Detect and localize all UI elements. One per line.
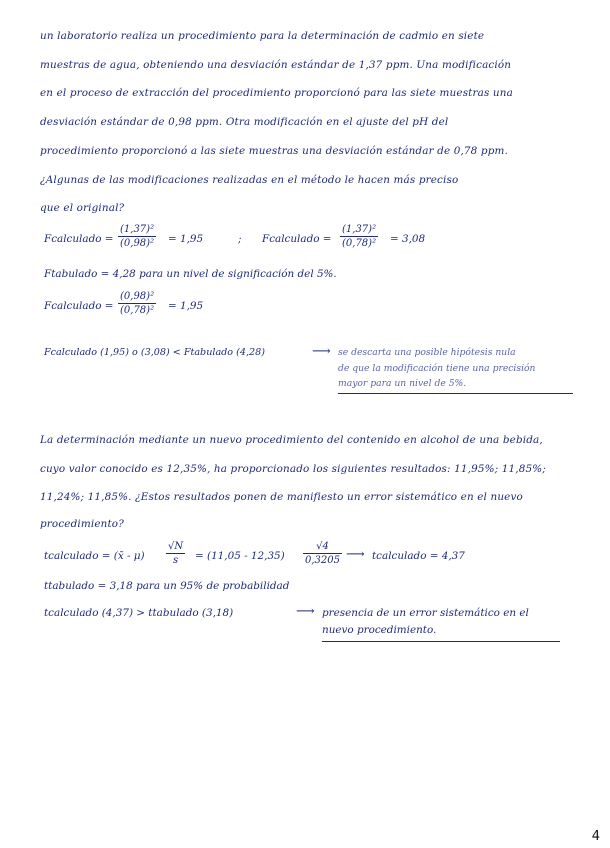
fraction-denominator: 0,3205	[305, 555, 340, 566]
arrow-icon: ⟶	[346, 547, 365, 562]
problem1-line: en el proceso de extracción del procedimiento proporcionó para las siete muestras una	[40, 87, 513, 99]
t-substitution: = (11,05 - 12,35)	[195, 550, 285, 562]
t-comparison: tcalculado (4,37) > ttabulado (3,18)	[44, 607, 234, 619]
fraction-denominator: (0,78)²	[342, 238, 377, 249]
fraction-bar	[340, 236, 378, 237]
fraction-bar	[118, 236, 156, 237]
fraction-bar	[303, 553, 342, 554]
t-fraction	[303, 541, 342, 566]
fraction-denominator: (0,78)²	[120, 305, 155, 316]
underline	[338, 393, 573, 394]
fraction-bar	[118, 303, 156, 304]
f-fraction	[340, 224, 378, 249]
page-number: 4	[591, 829, 600, 844]
t-result: tcalculado = 4,37	[372, 550, 465, 562]
conclusion-line: de que la modificación tiene una precisión	[338, 363, 536, 374]
fraction-numerator: √N	[168, 541, 184, 552]
problem2-line: cuyo valor conocido es 12,35%, ha proporcionado los siguientes resultados: 11,95%; 11,85%;	[40, 463, 546, 475]
f-fraction	[118, 291, 156, 316]
f-fraction	[118, 224, 156, 249]
conclusion-line: nuevo procedimiento.	[322, 624, 437, 636]
conclusion-line: mayor para un nivel de 5%.	[338, 378, 467, 389]
underline	[322, 641, 560, 642]
problem1-line: muestras de agua, obteniendo una desviación estándar de 1,37 ppm. Una modificación	[40, 59, 512, 71]
f-comparison: Fcalculado (1,95) o (3,08) < Ftabulado (4,28)	[44, 347, 265, 358]
f-result: = 1,95	[168, 233, 204, 245]
fraction-numerator: (1,37)²	[342, 224, 377, 235]
conclusion-line: se descarta una posible hipótesis nula	[338, 347, 516, 358]
f-calculated-label: Fcalculado =	[262, 233, 332, 245]
f-calculated-label: Fcalculado =	[44, 300, 114, 312]
fraction-numerator: (0,98)²	[120, 291, 155, 302]
problem1-line: procedimiento proporcionó a las siete muestras una desviación estándar de 0,78 ppm.	[40, 145, 508, 157]
separator: ;	[238, 233, 242, 245]
problem2-line: procedimiento?	[40, 518, 124, 530]
problem2-line: 11,24%; 11,85%. ¿Estos resultados ponen de manifiesto un error sistemático en el nuevo	[40, 491, 523, 503]
f-tabulated-line: Ftabulado = 4,28 para un nivel de significación del 5%.	[44, 268, 337, 280]
fraction-bar	[166, 553, 185, 554]
problem1-line: que el original?	[40, 202, 125, 214]
problem2-line: La determinación mediante un nuevo procedimiento del contenido en alcohol de una bebida,	[40, 434, 543, 446]
arrow-icon: ⟶	[296, 604, 315, 619]
fraction-denominator: (0,98)²	[120, 238, 155, 249]
conclusion-line: presencia de un error sistemático en el	[322, 607, 529, 619]
fraction-numerator: (1,37)²	[120, 224, 155, 235]
problem1-line: desviación estándar de 0,98 ppm. Otra modificación en el ajuste del pH del	[40, 116, 449, 128]
t-calculated-label: tcalculado = (x̄ - μ)	[44, 550, 145, 562]
t-fraction	[166, 541, 185, 566]
problem1-line: ¿Algunas de las modificaciones realizadas en el método le hacen más preciso	[40, 174, 459, 186]
fraction-numerator: √4	[316, 541, 329, 552]
f-result: = 3,08	[390, 233, 426, 245]
f-result: = 1,95	[168, 300, 204, 312]
t-tabulated-line: ttabulado = 3,18 para un 95% de probabilidad	[44, 580, 290, 592]
fraction-denominator: s	[172, 555, 179, 566]
arrow-icon: ⟶	[312, 344, 331, 359]
f-calculated-label: Fcalculado =	[44, 233, 114, 245]
problem1-line: un laboratorio realiza un procedimiento para la determinación de cadmio en siete	[40, 30, 485, 42]
